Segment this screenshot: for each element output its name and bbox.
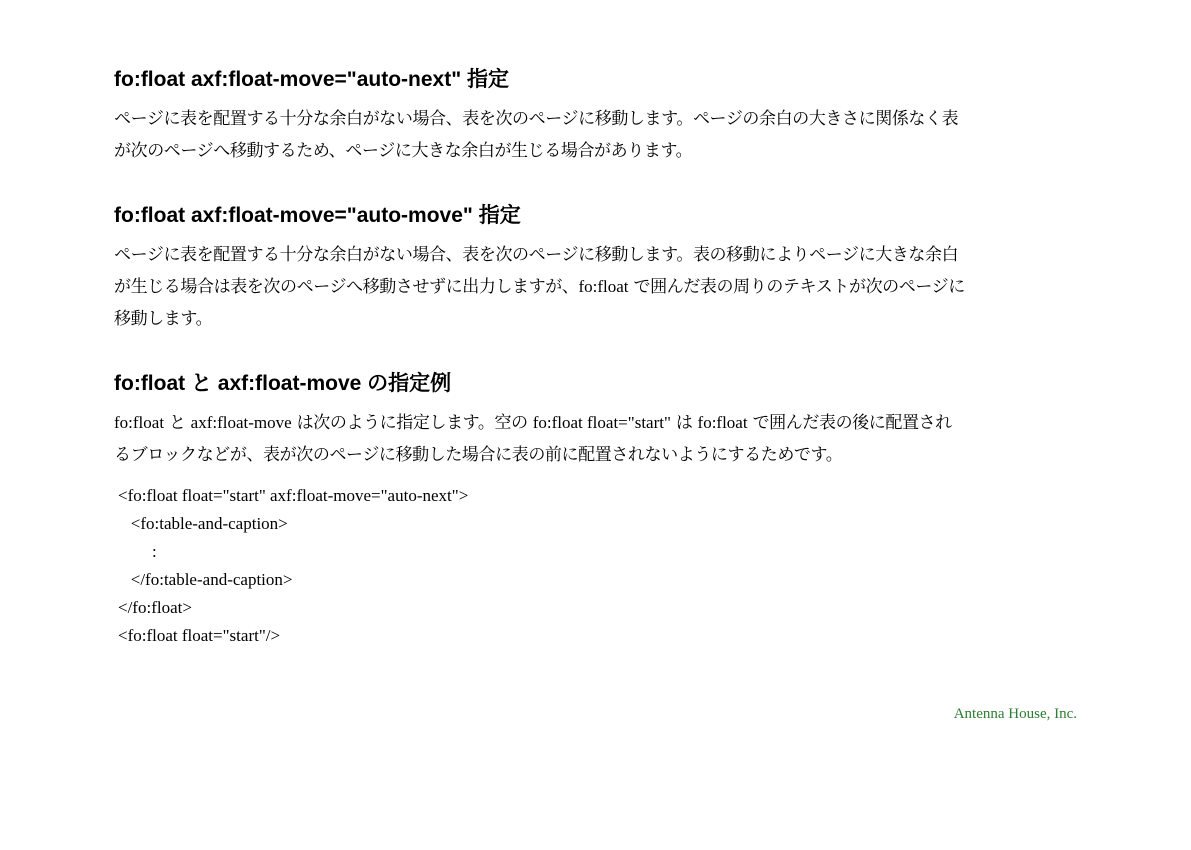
body-line: ページに表を配置する十分な余白がない場合、表を次のページに移動します。表の移動によりページに大きな余白: [114, 245, 959, 265]
body-text: で囲んだ表の後に配置され: [747, 413, 952, 433]
body-text: が生じる場合は表を次のページへ移動させずに出力しますが、: [114, 277, 579, 297]
body-line: 移動します。: [114, 309, 213, 329]
body-text: は: [670, 413, 698, 433]
code-line: </fo:table-and-caption>: [118, 570, 293, 589]
inline-code: fo:float: [578, 277, 629, 296]
body-line: るブロックなどが、表が次のページに移動した場合に表の前に配置されないようにするためです。: [114, 445, 843, 465]
code-line: <fo:table-and-caption>: [118, 514, 288, 533]
inline-code: fo:float: [114, 413, 165, 432]
inline-code: fo:float float="start": [532, 413, 671, 432]
body-text: は次のように指定します。空の: [291, 413, 533, 433]
body-text: と: [164, 413, 191, 433]
body-text: で囲んだ表の周りのテキストが次のページに: [628, 277, 965, 297]
code-line: <fo:float float="start" axf:float-move="auto-next">: [118, 486, 469, 505]
code-line: <fo:float float="start"/>: [118, 626, 281, 645]
body-line: ページに表を配置する十分な余白がない場合、表を次のページに移動します。ページの余白の大きさに関係なく表: [114, 109, 959, 129]
section-body-auto-next: [114, 103, 1080, 167]
section-body-example: [114, 407, 1080, 471]
footer-company-name: Antenna House, Inc.: [953, 706, 1077, 722]
inline-code: axf:float-move: [190, 413, 292, 432]
code-line: :: [118, 542, 157, 561]
code-example: [118, 482, 468, 650]
code-line: </fo:float>: [118, 598, 192, 617]
section-body-auto-move: [114, 239, 1080, 335]
body-line: が次のページへ移動するため、ページに大きな余白が生じる場合があります。: [114, 141, 693, 161]
body-line: [114, 271, 1080, 303]
section-heading-example: fo:float と axf:float-move の指定例: [114, 372, 452, 395]
section-heading-auto-move: fo:float axf:float-move="auto-move" 指定: [114, 204, 521, 227]
section-heading-auto-next: fo:float axf:float-move="auto-next" 指定: [114, 68, 510, 91]
body-line: [114, 407, 1080, 439]
inline-code: fo:float: [697, 413, 748, 432]
